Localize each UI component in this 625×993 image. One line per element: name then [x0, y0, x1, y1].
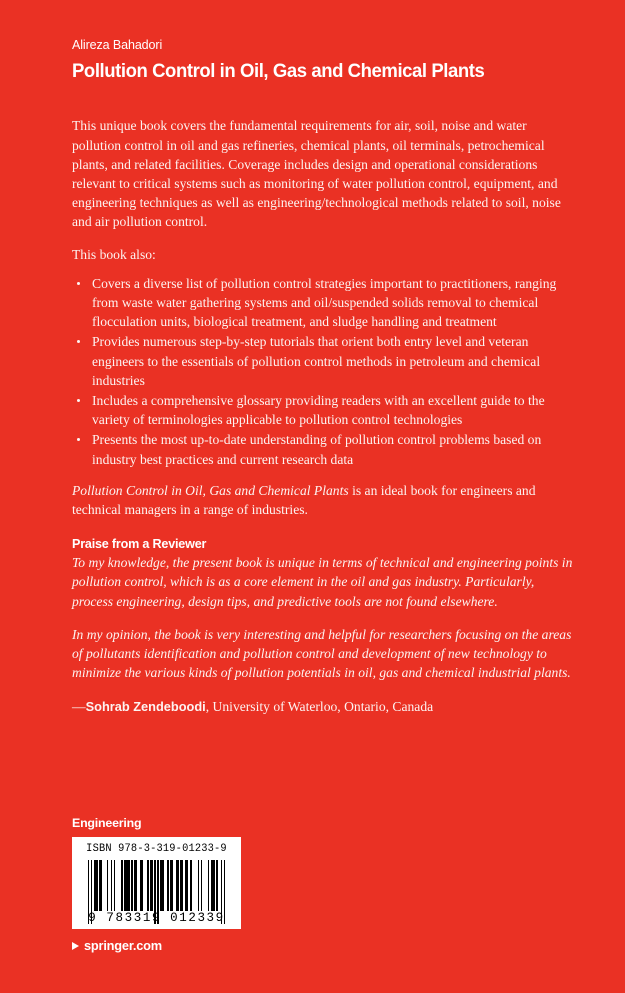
praise-section	[72, 537, 577, 715]
footer-block	[72, 816, 402, 953]
praise-heading: Praise from a Reviewer	[72, 537, 207, 552]
list-item	[72, 391, 577, 429]
list-item	[72, 332, 577, 390]
review-attribution	[72, 697, 577, 716]
reviewer-affiliation: , University of Waterloo, Ontario, Canada	[205, 698, 434, 714]
bullet-dot-icon	[77, 438, 80, 441]
book-title: Pollution Control in Oil, Gas and Chemical Plants	[72, 60, 485, 82]
blurb-section	[72, 116, 577, 519]
list-item-text: Presents the most up-to-date understanding of pollution control problems based on industry best practices and current research data	[92, 432, 542, 467]
list-item-text: Covers a diverse list of pollution control strategies important to practitioners, ranging from waste water gathering systems and oil/suspended solids removal to chemical flocculation units, biological treatment, and sludge handling and treatment	[92, 275, 557, 330]
list-item	[72, 430, 577, 468]
list-item-text: Includes a comprehensive glossary providing readers with an excellent guide to the variety of terminologies applicable to pollution control technologies	[92, 393, 545, 428]
list-intro: This book also:	[72, 246, 156, 262]
ideal-for-rest: is an ideal book for engineers and technical managers in a range of industries.	[72, 482, 536, 518]
play-triangle-icon	[72, 942, 79, 950]
isbn-number: ISBN 978-3-319-01233-9	[86, 843, 227, 855]
review-quote: To my knowledge, the present book is unique in terms of technical and engineering points in pollution control, which is as a core element in the oil and gas industry. Particularly, process engineering, design tips, and predictive tools are not found elsewhere.	[72, 555, 573, 609]
bullet-dot-icon	[77, 399, 80, 402]
springer-link[interactable]	[72, 938, 402, 953]
blurb-paragraph: This unique book covers the fundamental requirements for air, soil, noise and water pollution control in oil and gas refineries, chemical plants, oil terminals, petrochemical plants, and related facilities. Coverage includes design and operational considerations relevant to critical systems such as monitoring of water pollution control, equipment, and engineering techniques as well as engineering/technological methods related to soil, noise and air pollution control.	[72, 118, 561, 230]
subject-category: Engineering	[72, 816, 142, 830]
list-item-text: Provides numerous step-by-step tutorials that orient both entry level and veteran engineers to the essentials of pollution control methods in petroleum and chemical industries	[92, 334, 541, 388]
ideal-for-title: Pollution Control in Oil, Gas and Chemical Plants	[72, 482, 349, 498]
bullet-dot-icon	[77, 340, 80, 343]
author-name: Alireza Bahadori	[72, 38, 163, 52]
reviewer-name: Sohrab Zendeboodi	[85, 698, 206, 714]
bullet-dot-icon	[77, 282, 80, 285]
review-quote: In my opinion, the book is very interesting and helpful for researchers focusing on the areas of pollutants identification and pollution control and development of new technology to minimize the various kinds of pollution potentials in oil, gas and chemical industrial plants.	[72, 626, 572, 681]
cover-text-block	[72, 38, 577, 716]
feature-list	[72, 274, 577, 469]
barcode-digits: 9 783319 012339	[88, 911, 225, 925]
list-item	[72, 274, 577, 332]
isbn-barcode	[72, 837, 241, 929]
attribution-dash: —	[72, 698, 86, 714]
ideal-for-statement	[72, 481, 577, 519]
springer-url-label: springer.com	[84, 938, 162, 953]
